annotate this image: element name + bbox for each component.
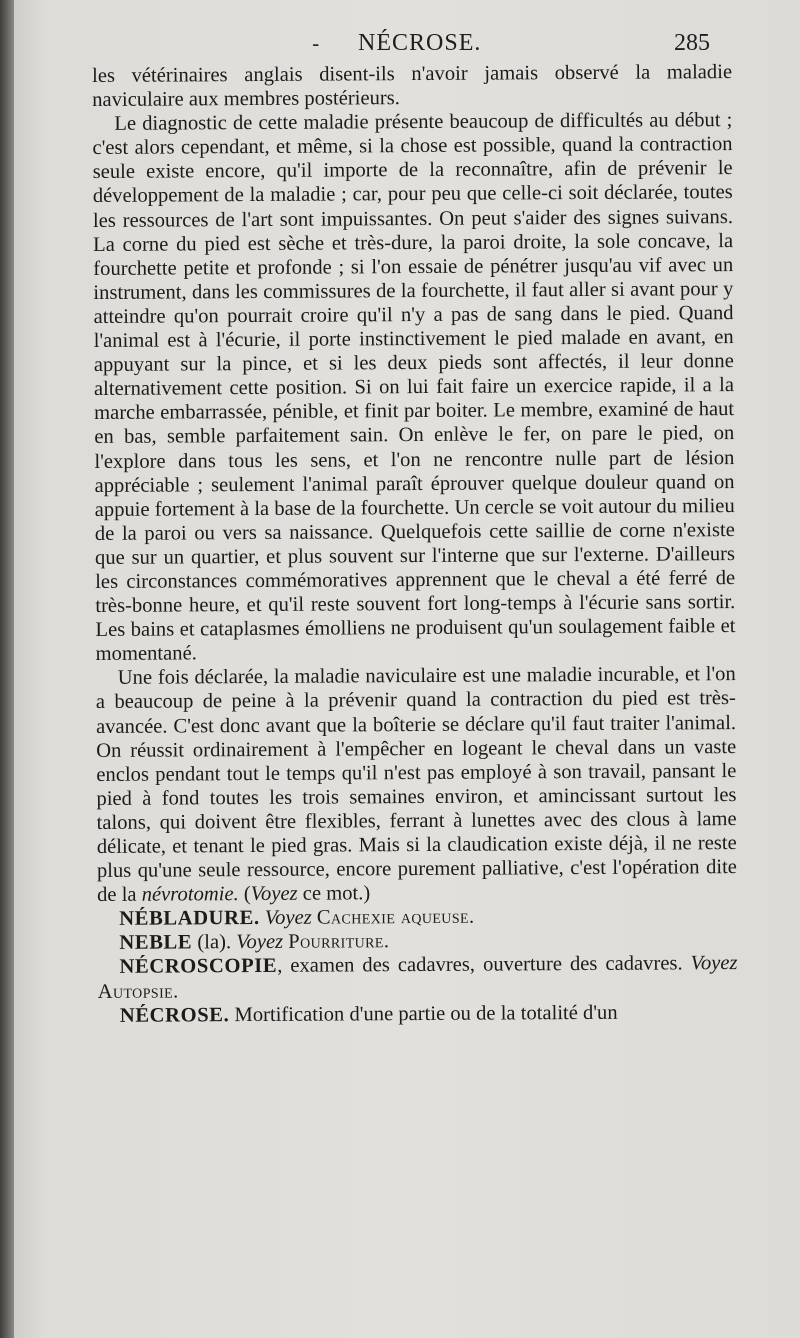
paren-rest: ce mot.) bbox=[297, 882, 371, 905]
voyez-label: Voyez bbox=[250, 882, 298, 906]
header-dash: - bbox=[312, 32, 320, 57]
entry-headword: NÉCROSE. bbox=[119, 1003, 230, 1027]
entry-text: Mortification d'une partie ou de la totalité d'un bbox=[229, 1001, 618, 1026]
entry-headword: NÉCROSCOPIE bbox=[119, 955, 278, 979]
body-text bbox=[92, 60, 738, 1028]
voyez-label: Voyez bbox=[236, 931, 284, 954]
paragraph-diagnostic: Le diagnostic de cette maladie présente beaucoup de difficultés au début ; c'est alors cependant, et même, si la chose est possible, quand la contraction seule existe encore, qu'il importe de la reconnaître, afin de prévenir le développement de la maladie ; car, pour peu que celle-ci soit déclarée, toutes les ressources de l'art sont impuissantes. On peut s'aider des signes suivans. La corne du pied est sèche et très-dure, la paroi droite, la sole concave, la fourchette petite et profonde ; si l'on essaie de pénétrer jusqu'au vif avec un instrument, dans les commissures de la fourchette, il faut aller si avant pour y atteindre qu'on pourrait croire qu'il n'y a pas de sang dans le pied. Quand l'animal est à l'écurie, il porte instinctivement le pied malade en avant, en appuyant sur la pince, et si les deux pieds sont affectés, il leur donne alternativement cette position. Si on lui fait faire un exercice rapide, il a la marche embarrassée, pénible, et finit par boiter. Le membre, examiné de haut en bas, semble parfaitement sain. On enlève le fer, on pare le pied, on l'explore dans tous les sens, et l'on ne rencontre nulle part de lésion appréciable ; seulement l'animal paraît éprouver quelque douleur quand on appuie fortement à la base de la fourchette. Un cercle se voit autour du milieu de la paroi ou vers sa naissance. Quelquefois cette saillie de corne n'existe que sur un quartier, et plus souvent sur l'interne que sur l'externe. D'ailleurs les circonstances commémoratives apprennent que le cheval a été ferré de très-bonne heure, et qu'il reste souvent fort long-temps à l'écurie sans sortir. Les bains et cataplasmes émolliens ne produisent qu'un soulagement faible et momentané. bbox=[92, 109, 736, 666]
running-header bbox=[14, 30, 800, 64]
dictionary-entry bbox=[98, 1000, 738, 1028]
cross-reference: Autopsie. bbox=[97, 980, 179, 1003]
dictionary-entry bbox=[97, 952, 737, 1004]
paren-open: ( bbox=[238, 883, 251, 906]
entry-text: (la). bbox=[192, 931, 237, 954]
cross-reference: Cachexie aqueuse. bbox=[316, 905, 475, 929]
entry-headword: NÉBLADURE. bbox=[119, 907, 260, 931]
paragraph-treatment-text: Une fois déclarée, la maladie naviculaire est une maladie incurable, et l'on a beaucoup de peine à la prévenir quand la contraction du pied est très-avancée. C'est donc avant que la boîterie se déclare qu'il faut traiter l'animal. On réussit ordinairement à l'empêcher en logeant le cheval dans un vaste enclos pendant tout le temps qu'il n'est pas employé à son travail, pansant le pied à fond toutes les trois semaines environ, et amincissant surtout les talons, qui doivent être flexibles, ferrant à lunettes avec des clous à lame délicate, et tenant le pied gras. Mais si la claudication existe déjà, il ne reste plus qu'une seule ressource, encore purement palliative, c'est l'opération dite de la bbox=[95, 663, 737, 907]
cross-reference: Pourriture. bbox=[288, 930, 390, 954]
paragraph-continued: les vétérinaires anglais disent-ils n'avoir jamais observé la maladie naviculaire aux membres postérieurs. bbox=[92, 61, 733, 112]
voyez-label: Voyez bbox=[690, 952, 738, 975]
voyez-label: Voyez bbox=[264, 906, 312, 930]
entry-headword: NEBLE bbox=[119, 931, 193, 955]
running-title: NÉCROSE. bbox=[358, 30, 482, 56]
term-nevrotomie: névrotomie. bbox=[141, 883, 239, 906]
paragraph-treatment bbox=[96, 662, 737, 907]
entry-text: , examen des cadavres, ouverture des cadavres. bbox=[277, 952, 691, 978]
book-spine-shadow bbox=[0, 0, 14, 1338]
page-number: 285 bbox=[674, 30, 710, 56]
book-page bbox=[14, 0, 800, 1338]
